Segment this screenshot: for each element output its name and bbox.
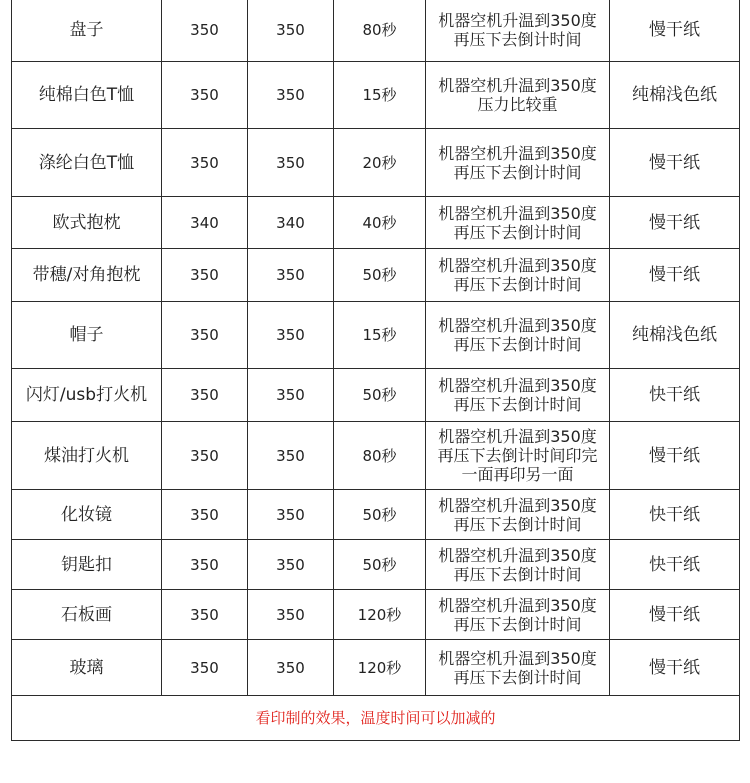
temperature-a: 350 xyxy=(162,302,248,369)
paper-type: 慢干纸 xyxy=(610,640,740,696)
temperature-b: 350 xyxy=(248,640,334,696)
table-row xyxy=(12,490,740,540)
paper-type: 慢干纸 xyxy=(610,422,740,490)
table-row xyxy=(12,369,740,422)
item-name: 带穗/对角抱枕 xyxy=(12,249,162,302)
press-time: 80秒 xyxy=(334,422,426,490)
instruction-note: 机器空机升温到350度 再压下去倒计时间印完 一面再印另一面 xyxy=(426,422,610,490)
press-time: 50秒 xyxy=(334,369,426,422)
paper-type: 纯棉浅色纸 xyxy=(610,302,740,369)
instruction-note: 机器空机升温到350度 再压下去倒计时间 xyxy=(426,249,610,302)
instruction-note: 机器空机升温到350度 再压下去倒计时间 xyxy=(426,302,610,369)
temperature-b: 350 xyxy=(248,249,334,302)
instruction-note: 机器空机升温到350度 再压下去倒计时间 xyxy=(426,369,610,422)
paper-type: 慢干纸 xyxy=(610,249,740,302)
temperature-a: 350 xyxy=(162,249,248,302)
temperature-a: 350 xyxy=(162,0,248,62)
item-name: 煤油打火机 xyxy=(12,422,162,490)
footer-row xyxy=(12,696,740,741)
item-name: 涤纶白色T恤 xyxy=(12,129,162,197)
temperature-b: 350 xyxy=(248,590,334,640)
paper-type: 慢干纸 xyxy=(610,197,740,249)
paper-type: 慢干纸 xyxy=(610,0,740,62)
temperature-b: 350 xyxy=(248,129,334,197)
temperature-a: 350 xyxy=(162,540,248,590)
press-time: 20秒 xyxy=(334,129,426,197)
press-time: 50秒 xyxy=(334,249,426,302)
press-time: 50秒 xyxy=(334,540,426,590)
temperature-b: 350 xyxy=(248,422,334,490)
instruction-note: 机器空机升温到350度 压力比较重 xyxy=(426,62,610,129)
item-name: 闪灯/usb打火机 xyxy=(12,369,162,422)
temperature-b: 350 xyxy=(248,62,334,129)
temperature-b: 350 xyxy=(248,0,334,62)
instruction-note: 机器空机升温到350度 再压下去倒计时间 xyxy=(426,590,610,640)
paper-type: 慢干纸 xyxy=(610,129,740,197)
temperature-a: 350 xyxy=(162,590,248,640)
instruction-note: 机器空机升温到350度 再压下去倒计时间 xyxy=(426,490,610,540)
temperature-a: 350 xyxy=(162,640,248,696)
table-row xyxy=(12,640,740,696)
paper-type: 快干纸 xyxy=(610,490,740,540)
item-name: 钥匙扣 xyxy=(12,540,162,590)
instruction-note: 机器空机升温到350度 再压下去倒计时间 xyxy=(426,197,610,249)
temperature-b: 350 xyxy=(248,369,334,422)
press-time: 50秒 xyxy=(334,490,426,540)
temperature-a: 340 xyxy=(162,197,248,249)
item-name: 石板画 xyxy=(12,590,162,640)
item-name: 纯棉白色T恤 xyxy=(12,62,162,129)
table-row xyxy=(12,129,740,197)
temperature-a: 350 xyxy=(162,129,248,197)
temperature-b: 350 xyxy=(248,540,334,590)
table-row xyxy=(12,422,740,490)
item-name: 盘子 xyxy=(12,0,162,62)
heat-press-parameter-table xyxy=(11,0,740,741)
item-name: 玻璃 xyxy=(12,640,162,696)
instruction-note: 机器空机升温到350度 再压下去倒计时间 xyxy=(426,0,610,62)
table-row xyxy=(12,197,740,249)
temperature-b: 350 xyxy=(248,302,334,369)
instruction-note: 机器空机升温到350度 再压下去倒计时间 xyxy=(426,640,610,696)
paper-type: 慢干纸 xyxy=(610,590,740,640)
press-time: 120秒 xyxy=(334,640,426,696)
temperature-b: 340 xyxy=(248,197,334,249)
table-row xyxy=(12,62,740,129)
item-name: 化妆镜 xyxy=(12,490,162,540)
temperature-a: 350 xyxy=(162,62,248,129)
temperature-a: 350 xyxy=(162,369,248,422)
footer-note: 看印制的效果，温度时间可以加减的 xyxy=(12,696,740,741)
temperature-a: 350 xyxy=(162,490,248,540)
table-row xyxy=(12,0,740,62)
table-row xyxy=(12,540,740,590)
instruction-note: 机器空机升温到350度 再压下去倒计时间 xyxy=(426,129,610,197)
table-row xyxy=(12,302,740,369)
press-time: 80秒 xyxy=(334,0,426,62)
instruction-note: 机器空机升温到350度 再压下去倒计时间 xyxy=(426,540,610,590)
item-name: 帽子 xyxy=(12,302,162,369)
paper-type: 快干纸 xyxy=(610,540,740,590)
press-time: 15秒 xyxy=(334,302,426,369)
paper-type: 快干纸 xyxy=(610,369,740,422)
paper-type: 纯棉浅色纸 xyxy=(610,62,740,129)
temperature-b: 350 xyxy=(248,490,334,540)
press-time: 15秒 xyxy=(334,62,426,129)
temperature-a: 350 xyxy=(162,422,248,490)
table-row xyxy=(12,249,740,302)
press-time: 120秒 xyxy=(334,590,426,640)
table-row xyxy=(12,590,740,640)
press-time: 40秒 xyxy=(334,197,426,249)
item-name: 欧式抱枕 xyxy=(12,197,162,249)
